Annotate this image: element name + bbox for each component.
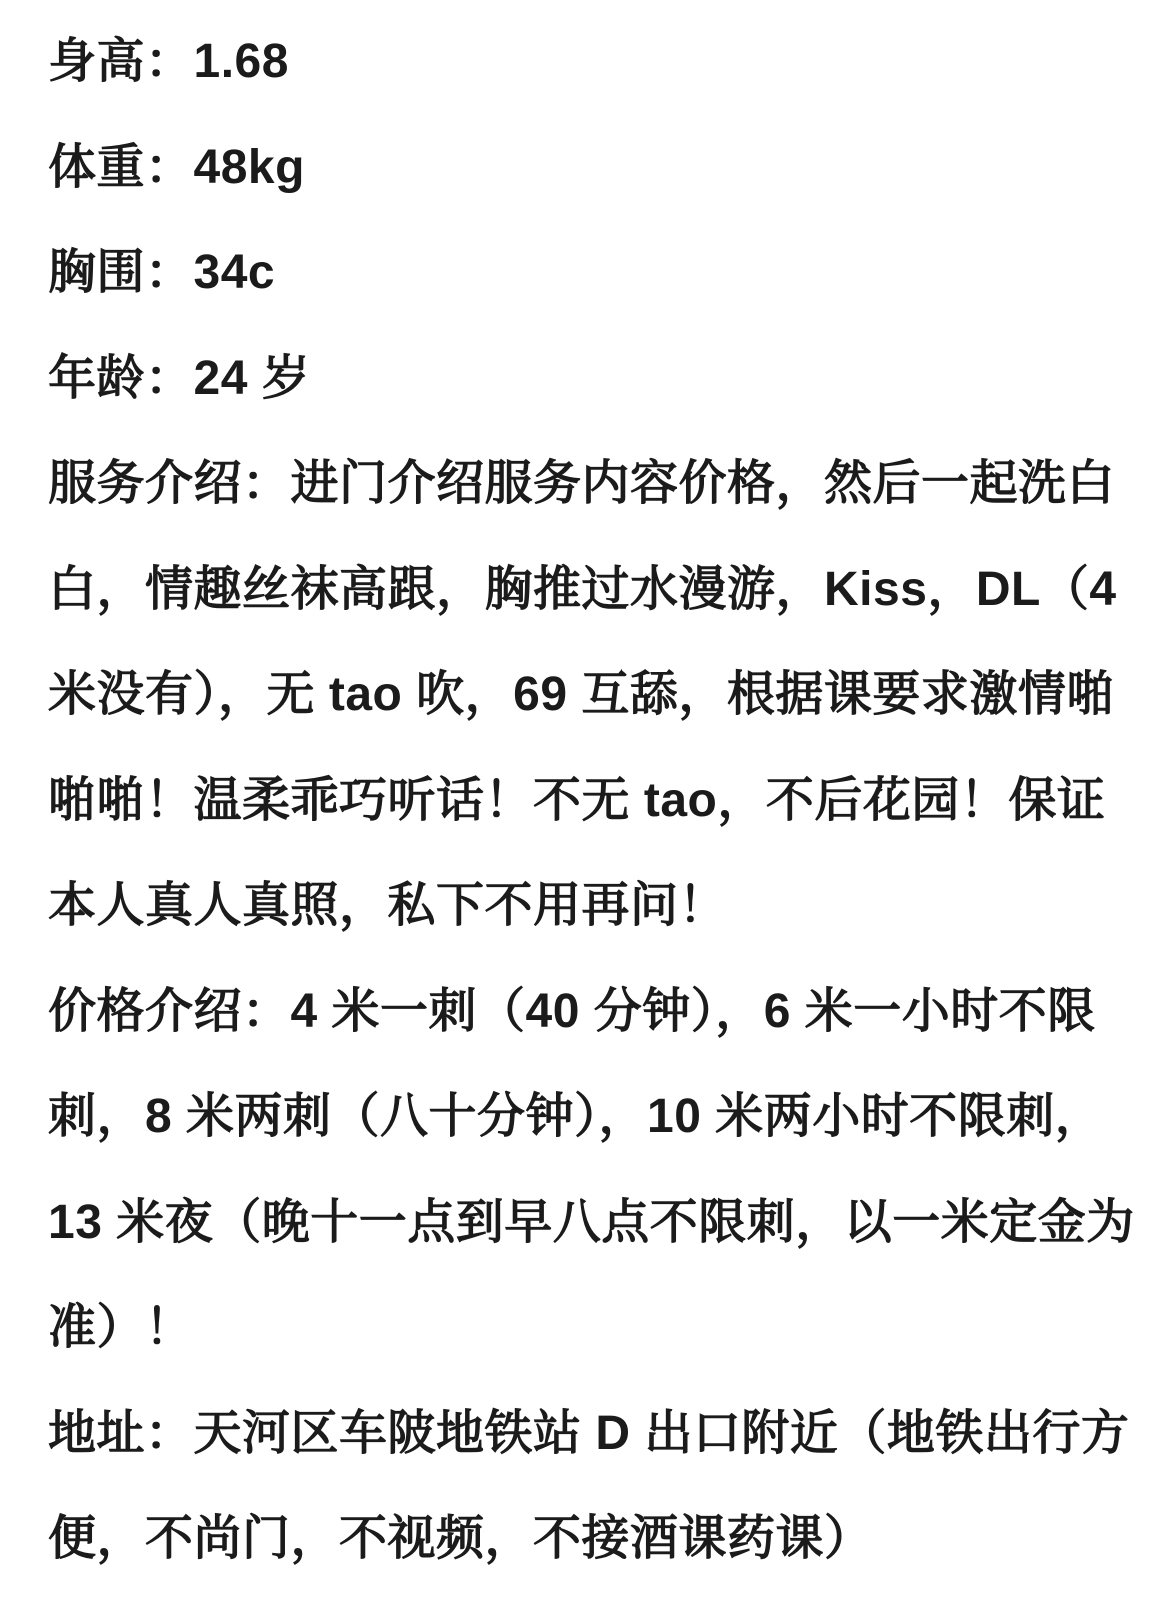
service-intro-line-2: 白，情趣丝袜高跟，胸推过水漫游，Kiss，DL（4: [48, 562, 1117, 616]
field-line-weight: 体重：48kg: [48, 140, 305, 194]
field-line-height: 身高：1.68: [48, 35, 289, 88]
price-intro-line-4: 准）！: [48, 1301, 194, 1354]
field-line-bust: 胸围：34c: [48, 246, 276, 299]
field-line-age: 年龄：24 岁: [48, 351, 311, 405]
price-intro-line-1: 价格介绍：4 米一刺（40 分钟），6 米一小时不限: [48, 984, 1096, 1038]
service-intro-line-4: 啪啪！温柔乖巧听话！不无 tao，不后花园！保证: [48, 773, 1106, 827]
address-line-2: 便，不尚门，不视频，不接酒课药课）: [48, 1512, 873, 1565]
price-intro-line-3: 13 米夜（晚十一点到早八点不限刺，以一米定金为: [48, 1195, 1135, 1249]
address-line-1: 地址：天河区车陂地铁站 D 出口附近（地铁出行方: [48, 1406, 1130, 1460]
service-intro-line-5: 本人真人真照，私下不用再问！: [48, 879, 728, 932]
service-intro-line-1: 服务介绍：进门介绍服务内容价格，然后一起洗白: [48, 457, 1116, 510]
price-intro-line-2: 刺，8 米两刺（八十分钟），10 米两小时不限刺，: [48, 1090, 1104, 1143]
service-intro-line-3: 米没有），无 tao 吹，69 互舔，根据课要求激情啪: [48, 668, 1115, 721]
